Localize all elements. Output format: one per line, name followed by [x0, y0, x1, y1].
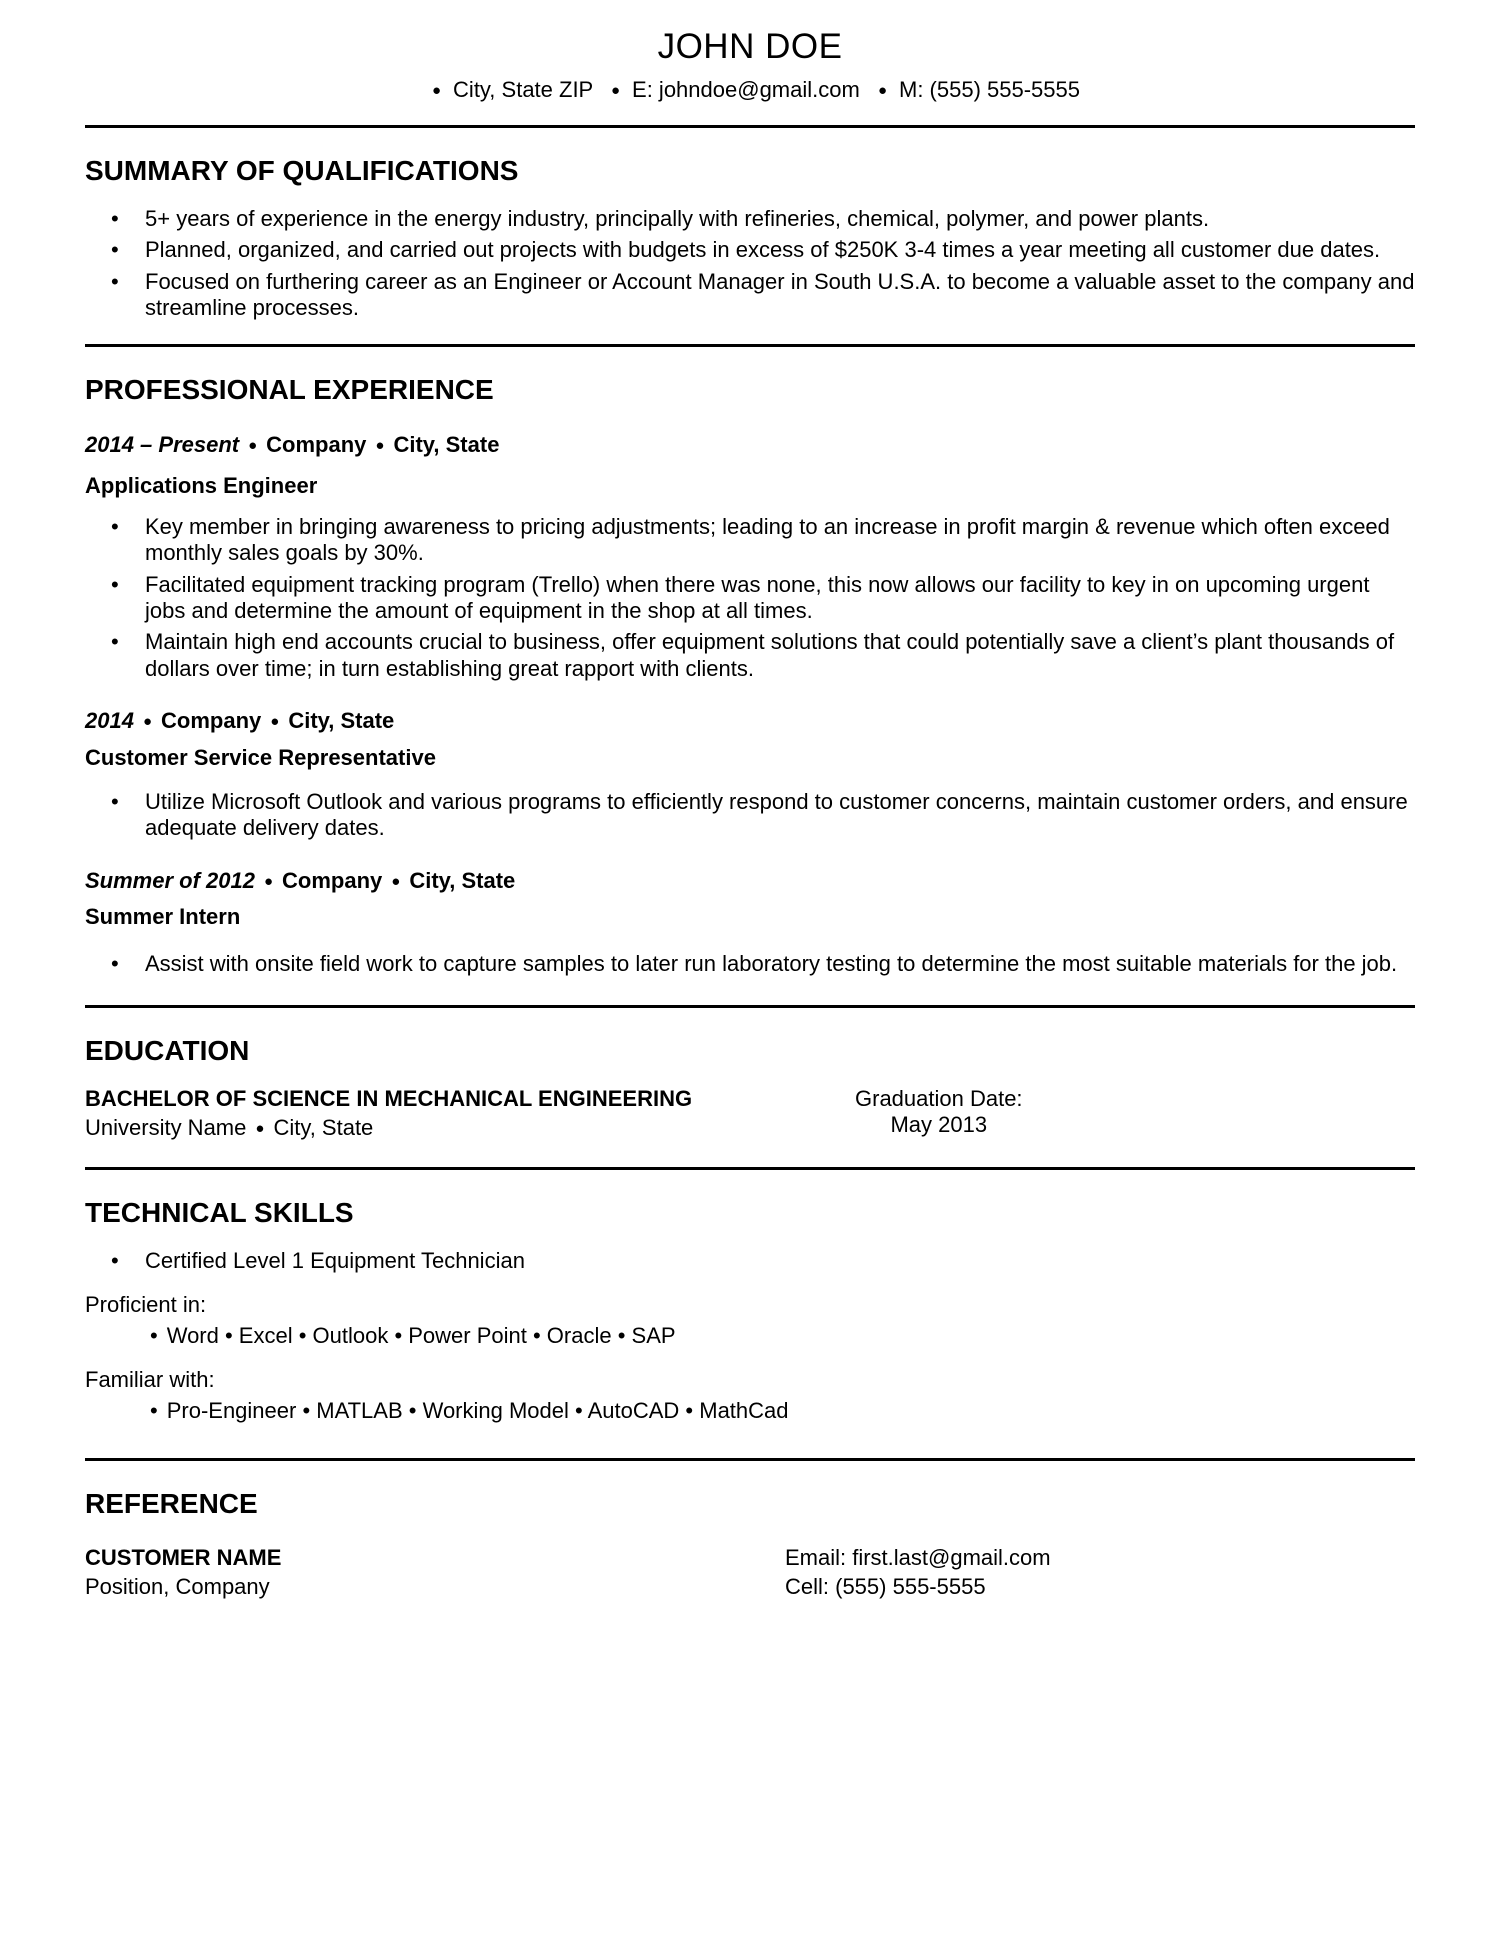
section-divider [85, 1458, 1415, 1461]
bullet-icon: • [111, 205, 119, 231]
education-section [85, 1034, 1415, 1141]
summary-section-title: SUMMARY OF QUALIFICATIONS [85, 155, 519, 187]
bullet-icon: • [111, 1247, 119, 1273]
bullet-separator-icon: ● [877, 82, 887, 99]
bullet-icon: • [111, 268, 119, 294]
job-list-item [85, 629, 1415, 682]
school-location: City, State [273, 1114, 374, 1140]
job-list-item [85, 951, 1415, 977]
job-title: Applications Engineer [85, 472, 318, 498]
education-entry [85, 1086, 1415, 1142]
contact-phone: M: (555) 555-5555 [899, 77, 1080, 102]
job-entry [85, 868, 1415, 977]
experience-section [85, 373, 1415, 977]
summary-list-item-text: Focused on furthering career as an Engineer or Account Manager in South U.S.A. to become a valuable asset to the company and streamline processes. [145, 268, 1415, 321]
proficient-items-text: Word • Excel • Outlook • Power Point • Oracle • SAP [166, 1322, 676, 1348]
certification-item [85, 1248, 1415, 1274]
education-left [85, 1086, 1415, 1142]
summary-section [85, 154, 1415, 321]
bullet-icon: • [111, 789, 119, 815]
section-divider [85, 1005, 1415, 1008]
job-list-item-text: Key member in bringing awareness to pricing adjustments; leading to an increase in profit margin & revenue which often exceed monthly sales goals by 30%. [145, 513, 1390, 566]
graduation-block [855, 1086, 1023, 1139]
familiar-items-text: Pro-Engineer • MATLAB • Working Model • AutoCAD • MathCad [166, 1397, 789, 1423]
summary-list-item [85, 237, 1415, 263]
bullet-separator-icon: ● [142, 713, 153, 731]
bullet-separator-icon: ● [375, 437, 385, 455]
summary-list-item [85, 206, 1415, 232]
bullet-icon: • [111, 513, 119, 539]
job-bullet-list [85, 514, 1415, 682]
reference-entry [85, 1545, 1415, 1601]
section-divider [85, 125, 1415, 128]
summary-list-item-text: Planned, organized, and carried out projects with budgets in excess of $250K 3-4 times a year meeting all customer due dates. [145, 237, 1381, 263]
job-entry [85, 708, 1415, 842]
bullet-icon: • [111, 950, 119, 976]
job-entry [85, 432, 1415, 682]
person-name: JOHN DOE [657, 27, 843, 66]
job-list-item-text: Assist with onsite field work to capture samples to later run laboratory testing to determine the most suitable materials for the job. [145, 950, 1398, 976]
reference-left [85, 1545, 1415, 1601]
job-list-item-text: Maintain high end accounts crucial to business, offer equipment solutions that could potentially save a client’s plant thousands of dollars over time; in turn establishing great rapport with clients. [145, 629, 1395, 681]
contact-location: City, State ZIP [453, 77, 593, 102]
job-list-item [85, 572, 1415, 625]
job-header [85, 708, 1415, 734]
job-list-item-text: Facilitated equipment tracking program (Trello) when there was none, this now allows our facility to key in on upcoming urgent jobs and determine the amount of equipment in the shop at all times. [145, 571, 1370, 624]
job-company: Company [282, 867, 383, 893]
resume-header [85, 26, 1415, 103]
contact-line [85, 77, 1415, 103]
summary-list-item-text: 5+ years of experience in the energy industry, principally with refineries, chemical, polymer, and power plants. [145, 205, 1210, 231]
job-company: Company [266, 432, 367, 458]
reference-section [85, 1487, 1415, 1601]
bullet-separator-icon: ● [255, 1119, 265, 1137]
reference-section-title: REFERENCE [85, 1487, 258, 1519]
bullet-separator-icon: ● [610, 82, 621, 99]
proficient-label: Proficient in: [85, 1292, 207, 1318]
bullet-icon: • [150, 1397, 158, 1423]
school-name: University Name [85, 1114, 247, 1140]
job-title: Customer Service Representative [85, 744, 436, 770]
job-company: Company [161, 708, 262, 734]
graduation-label: Graduation Date: [855, 1085, 1023, 1111]
bullet-icon: • [150, 1322, 158, 1348]
job-dates: Summer of 2012 [85, 867, 255, 893]
job-location: City, State [409, 867, 516, 893]
familiar-list [85, 1398, 1415, 1424]
reference-email: Email: first.last@gmail.com [785, 1544, 1051, 1570]
bullet-icon: • [111, 237, 119, 263]
bullet-separator-icon: ● [431, 82, 442, 99]
job-bullet-list [85, 789, 1415, 842]
familiar-label: Familiar with: [85, 1367, 215, 1393]
job-bullet-list [85, 951, 1415, 977]
job-list-item [85, 514, 1415, 567]
experience-section-title: PROFESSIONAL EXPERIENCE [85, 373, 494, 405]
reference-contact-block [785, 1545, 1051, 1601]
education-section-title: EDUCATION [85, 1035, 250, 1066]
job-header [85, 868, 1415, 894]
bullet-icon: • [111, 629, 119, 655]
bullet-separator-icon: ● [391, 872, 401, 890]
reference-name: CUSTOMER NAME [85, 1544, 282, 1570]
job-location: City, State [393, 432, 500, 458]
job-dates: 2014 – Present [85, 432, 240, 458]
school-line [85, 1115, 1415, 1141]
certification-text: Certified Level 1 Equipment Technician [145, 1247, 525, 1273]
job-location: City, State [288, 708, 395, 734]
bullet-separator-icon: ● [270, 713, 280, 731]
skills-section-title: TECHNICAL SKILLS [85, 1197, 354, 1229]
job-list-item-text: Utilize Microsoft Outlook and various programs to efficiently respond to customer concerns, maintain customer orders, and ensure adequate delivery dates. [145, 789, 1408, 841]
proficient-list [85, 1323, 1415, 1349]
job-list-item [85, 789, 1415, 842]
summary-list-item [85, 269, 1415, 322]
degree-title: BACHELOR OF SCIENCE IN MECHANICAL ENGINEERING [85, 1085, 693, 1111]
skills-section [85, 1196, 1415, 1424]
bullet-separator-icon: ● [263, 872, 274, 890]
job-dates: 2014 [85, 708, 134, 734]
reference-cell: Cell: (555) 555-5555 [785, 1573, 986, 1599]
section-divider [85, 1167, 1415, 1170]
bullet-icon: • [111, 571, 119, 597]
section-divider [85, 344, 1415, 347]
bullet-separator-icon: ● [248, 437, 258, 455]
graduation-date: May 2013 [890, 1111, 988, 1137]
job-title: Summer Intern [85, 904, 241, 930]
contact-email: E: johndoe@gmail.com [632, 77, 860, 102]
job-header [85, 432, 1415, 458]
reference-position: Position, Company [85, 1573, 270, 1599]
